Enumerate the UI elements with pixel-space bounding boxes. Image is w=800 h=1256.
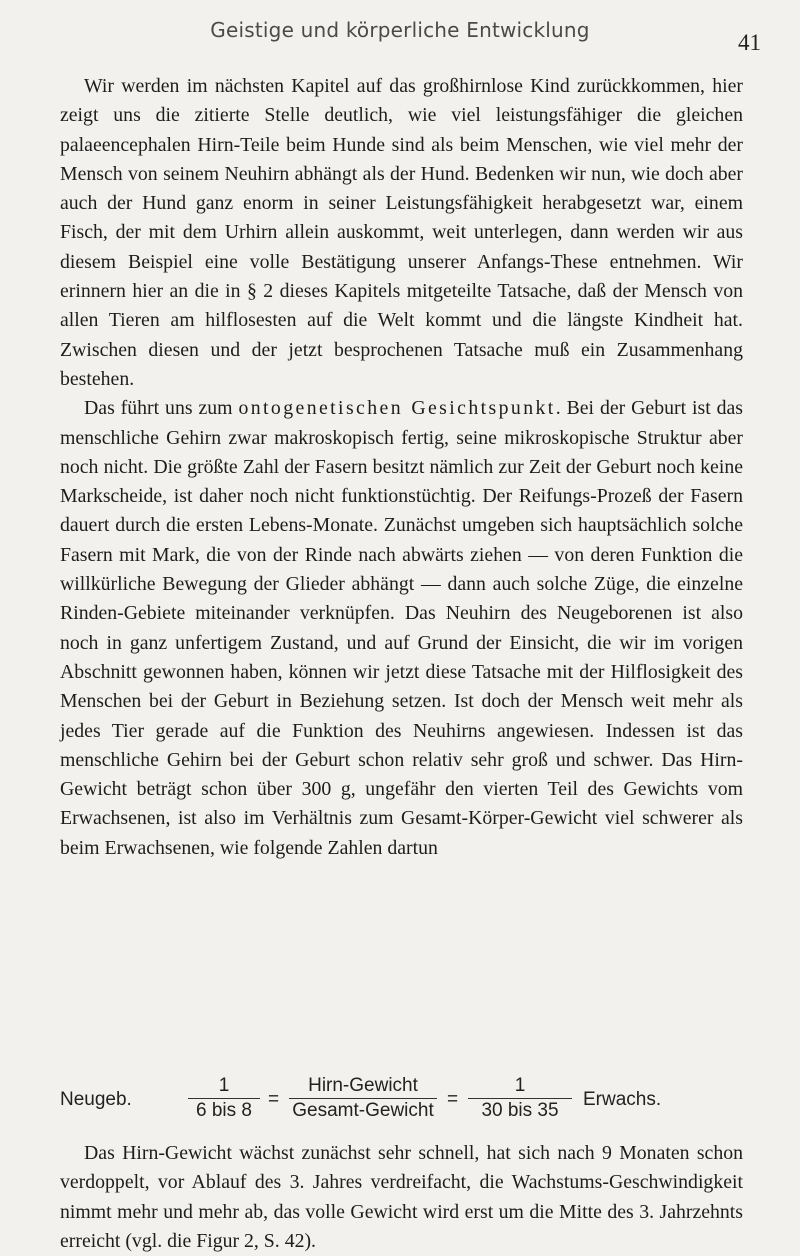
paragraph-1-text: Wir werden im nächsten Kapitel auf das großhirnlose Kind zurückkommen, hier zeigt uns die zitierte Stelle deutlich, wie viel leistungsfähiger die gleichen palaeencephalen Hirn-Teile beim Hunde sind als beim Menschen, wie viel mehr der Mensch von seinem Neuhirn abhängt als der Hund. Bedenken wir nun, wie doch aber auch der Hund ganz enorm in seiner Leistungsfähigkeit herabgesetzt war, einem Fisch, der mit dem Urhirn allein auskommt, weit unterlegen, dann werden wir aus diesem Beispiel eine volle Bestätigung unserer Anfangs-These entnehmen. Wir erinnern hier an die in § 2 dieses Kapitels mitgeteilte Tatsache, daß der Mensch von allen Tieren am hilflosesten auf die Welt kommt und die längste Kindheit hat. Zwischen diesen und der jetzt besprochenen Tatsache muß ein Zusammenhang bestehen.	[60, 75, 743, 390]
paragraph-2-text: . Bei der Geburt ist das menschliche Gehirn zwar makroskopisch fertig, seine mikroskopische Struktur aber noch nicht. Die größte Zahl der Fasern besitzt nämlich zur Zeit der Geburt noch keine Markscheide, ist daher noch nicht funktionstüchtig. Der Reifungs-Prozeß der Fasern dauert durch die ersten Lebens-Monate. Zunächst umgeben sich hauptsächlich solche Fasern mit Mark, die von der Rinde nach abwärts ziehen — von deren Funktion die willkürliche Bewegung der Glieder abhängt — dann auch solche Züge, die einzelne Rinden-Gebiete miteinander verknüpfen. Das Neuhirn des Neugeborenen ist also noch in ganz unfertigem Zustand, und auf Grund der Einsicht, die wir im vorigen Abschnitt gewonnen haben, können wir jetzt diese Tatsache mit der Hilflosigkeit des Menschen bei der Geburt in Beziehung setzen. Ist doch der Mensch weit mehr als jedes Tier gerade auf die Funktion des Neuhirns angewiesen. Indessen ist das menschliche Gehirn bei der Geburt schon relativ sehr groß und schwer. Das Hirn-Gewicht beträgt schon über 300 g, ungefähr den vierten Teil des Gewichts vom Erwachsenen, ist also im Verhältnis zum Gesamt-Körper-Gewicht viel schwerer als beim Erwachsenen, wie folgende Zahlen dartun	[60, 397, 743, 859]
formula-fraction-1	[188, 1075, 260, 1122]
fraction-3-denominator: 30 bis 35	[481, 1100, 559, 1121]
formula-fraction-2	[289, 1075, 437, 1122]
formula-left-label: Neugeb.	[60, 1089, 132, 1110]
closing-text	[60, 1139, 743, 1256]
fraction-1-numerator: 1	[188, 1075, 260, 1099]
formula-equals-2: =	[447, 1089, 459, 1110]
paragraph-2-lead: Das führt uns zum	[84, 397, 239, 420]
page-number: 41	[738, 30, 761, 55]
fraction-1-denominator: 6 bis 8	[196, 1100, 252, 1121]
paragraph-3: Das Hirn-Gewicht wächst zunächst sehr schnell, hat sich nach 9 Monaten schon verdoppelt, vor Ablauf des 3. Jahres verdreifacht, die Wachstums-Geschwindigkeit nimmt mehr und mehr ab, das volle Gewicht wird erst um die Mitte des 3. Jahrzehnts erreicht (vgl. die Figur 2, S. 42).	[60, 1142, 743, 1252]
running-head: Geistige und körperliche Entwicklung	[210, 18, 590, 42]
paragraph-1	[60, 72, 743, 394]
fraction-2-numerator: Hirn-Gewicht	[289, 1075, 437, 1099]
formula-right-label: Erwachs.	[583, 1089, 662, 1110]
spaced-emphasis: ontogenetischen Gesichtspunkt	[238, 397, 556, 420]
formula-equals-1: =	[268, 1089, 280, 1110]
paragraph-2	[60, 394, 743, 863]
fraction-2-denominator: Gesamt-Gewicht	[292, 1100, 434, 1121]
fraction-3-numerator: 1	[468, 1075, 572, 1099]
formula-fraction-3	[468, 1075, 572, 1122]
body-text	[60, 72, 743, 863]
